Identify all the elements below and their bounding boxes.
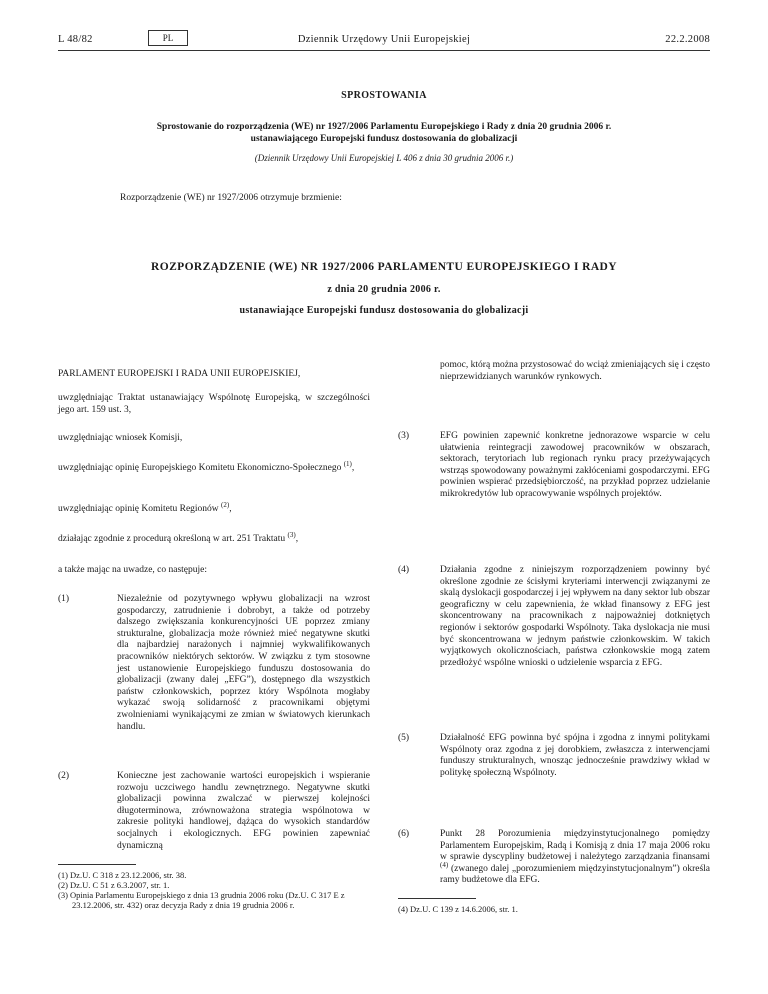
footnote-4: (4) Dz.U. C 139 z 14.6.2006, str. 1. [398, 904, 518, 914]
recital-6: Punkt 28 Porozumienia międzyinstytucjonalnego pomiędzy Parlamentem Europejskim, Radą i Komisją z dnia 17 maja 2006 roku w sprawie dyscypliny budżetowej i należytego zarządzania finansami $^{(4)}$ (zwanego dalej „porozumieniem międzyinstytucjonalnym”) określa ramy budżetowe dla EFG. [440, 829, 711, 886]
recital-5: Działalność EFG powinna być spójna i zgodna z innymi politykami Wspólnoty oraz zgodna z jej dorobkiem, zwłaszcza z interwencjami funduszy strukturalnych, wnosząc jednocześnie prawdziwy wkład w politykę społeczną Wspólnoty. [440, 733, 710, 778]
recital-1: Niezależnie od pozytywnego wpływu globalizacji na wzrost gospodarczy, zatrudnienie i dobrobyt, a także od potrzeby dalszego zwiększania konkurencyjności UE poprzez zmiany strukturalne, globalizacja może również mieć negatywne skutki dla najbardziej narażonych i najmniej wykwalifikowanych pracowników niektórych sektorów. W związku z tym stosowne jest ustanowienie Europejskiego funduszu dostosowania do globalizacji (zwany dalej „EFG”), dostępnego dla wszystkich państw członkowskich, poprzez który Wspólnota mogłaby wykazać swoją solidarność z pracownikami objętymi zwolnieniami wynikającymi ze zmian w światowych kierunkach handlu. [117, 594, 370, 732]
citation-procedure: działając zgodnie z procedurą określoną w art. 251 Traktatu $^{(3)}$, [58, 530, 299, 544]
recital-number: (4) [398, 565, 410, 575]
recital-4: Działania zgodne z niniejszym rozporządzeniem powinny być określone zgodnie ze ścisłymi kryteriami interwencji związanymi ze skalą dyslokacji gospodarczej i jej wpływem na dany sektor lub obszar geograficzny w celu zapewnienia, że wkład finansowy z EFG jest skoncentrowany na pracownikach z najpoważniej dotkniętych regionów i sektorów gospodarki Wspólnoty. Taka dyslokacja nie musi być skoncentrowana w jednym państwie członkowskim. W takich wyjątkowych okolicznościach, państwa członkowskie mogą zatem przedłożyć wspólne wnioski o udzielenie wsparcia z EFG. [440, 565, 710, 668]
recital-number: (1) [58, 594, 70, 604]
regulation-subject: ustanawiające Europejski fundusz dostosowania do globalizacji [239, 305, 529, 316]
footnote-ref: (1) [343, 459, 352, 468]
recital-number: (5) [398, 733, 410, 743]
footnote-ref: (3) [287, 530, 296, 539]
footnote-ref: (2) [221, 500, 230, 509]
corrigendum-title [90, 122, 678, 145]
preamble: PARLAMENT EUROPEJSKI I RADA UNII EUROPEJSKIEJ, [58, 369, 301, 379]
journal-title: Dziennik Urzędowy Unii Europejskiej [297, 34, 471, 45]
issue-date: 22.2.2008 [665, 34, 710, 45]
recital-3: EFG powinien zapewnić konkretne jednorazowe wsparcie w celu ułatwienia reintegracji zawodowej pracowników w obszarach, sektorach, terytoriach lub regionach rynku pracy przeżywających wstrząs spowodowany poważnymi zakłóceniami gospodarczymi. EFG powinien wspierać przedsiębiorczość, na przykład poprzez udzielanie mikrokredytów lub opracowywanie wspólnych projektów. [440, 431, 710, 499]
header-rule [58, 50, 710, 51]
page-reference: L 48/82 [58, 34, 93, 45]
intro-sentence: Rozporządzenie (WE) nr 1927/2006 otrzymuje brzmienie: [120, 193, 342, 203]
footnotes [58, 870, 370, 910]
regulation-title: ROZPORZĄDZENIE (WE) NR 1927/2006 PARLAMENTU EUROPEJSKIEGO I RADY [151, 261, 617, 273]
citation-commission: uwzględniając wniosek Komisji, [58, 433, 183, 443]
regulation-date: z dnia 20 grudnia 2006 r. [327, 284, 441, 295]
section-title: SPROSTOWANIA [341, 90, 427, 101]
recital-number: (2) [58, 771, 70, 781]
footnote-rule [58, 864, 136, 865]
footnote-3: (3) Opinia Parlamentu Europejskiego z dnia 13 grudnia 2006 roku (Dz.U. C 317 E z 23.12.2006, str. 432) oraz decyzja Rady z dnia 19 grudnia 2006 r. [58, 890, 345, 910]
recital-2: Konieczne jest zachowanie wartości europejskich i wspieranie rozwoju uczciwego handlu zewnętrznego. Negatywne skutki globalizacji powinna zwalczać w pierwszej kolejności długoterminowa, zrównoważona strategia wspólnotowa w zakresie polityki handlowej, dążąca do wysokich standardów socjalnych i ekologicznych. EFG powinien zapewniać dynamiczną [117, 771, 370, 851]
citation-regions: uwzględniając opinię Komitetu Regionów $^{(2)}$, [58, 500, 232, 514]
footnote-ref: (4) [440, 860, 449, 869]
whereas: a także mając na uwadze, co następuje: [58, 565, 208, 575]
footnote-1: (1) Dz.U. C 318 z 23.12.2006, str. 38. [58, 870, 187, 880]
recital-2-continued: pomoc, którą można przystosować do wciąż zmieniających się i często nieprzewidzianych warunków rynkowych. [440, 360, 710, 382]
corrigendum-title-line-1: Sprostowanie do rozporządzenia (WE) nr 1927/2006 Parlamentu Europejskiego i Rady z dnia 20 grudnia 2006 r. [156, 122, 612, 132]
language-badge: PL [148, 30, 188, 46]
citation-treaty: uwzględniając Traktat ustanawiający Wspólnotę Europejską, w szczególności jego art. 159 ust. 3, [58, 393, 370, 415]
recital-number: (6) [398, 829, 410, 839]
footnote-rule [398, 898, 476, 899]
footnote-2: (2) Dz.U. C 51 z 6.3.2007, str. 1. [58, 880, 170, 890]
citation-ecosoc: uwzględniając opinię Europejskiego Komitetu Ekonomiczno-Społecznego $^{(1)}$, [58, 459, 355, 473]
oj-reference: (Dziennik Urzędowy Unii Europejskiej L 406 z dnia 30 grudnia 2006 r.) [254, 153, 514, 163]
recital-number: (3) [398, 431, 410, 441]
corrigendum-title-line-2: ustanawiającego Europejski fundusz dostosowania do globalizacji [250, 133, 518, 144]
